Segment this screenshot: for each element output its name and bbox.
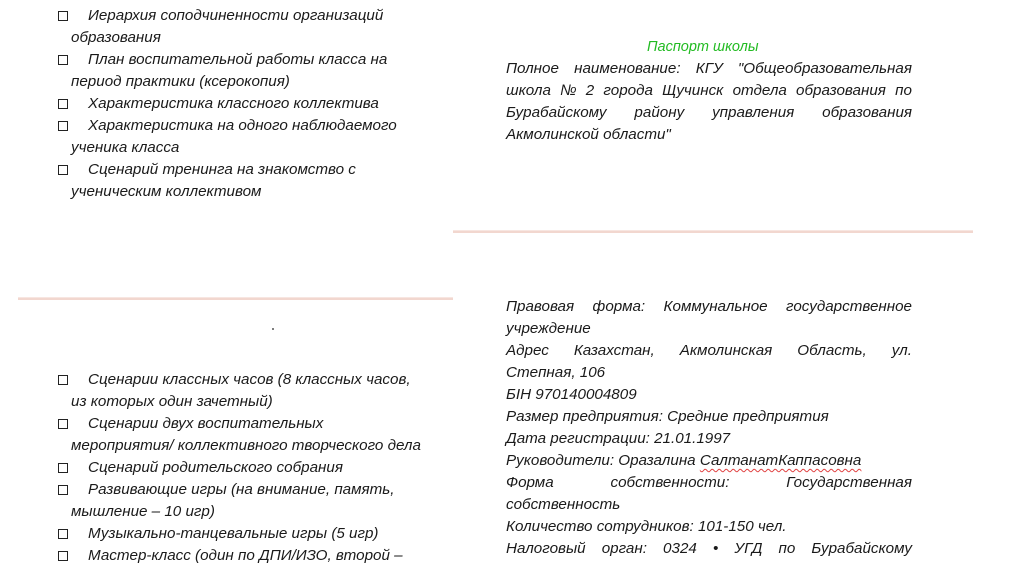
- checkbox-icon: [58, 121, 68, 131]
- text-word: по: [778, 540, 796, 557]
- text-line: [506, 296, 912, 318]
- checkbox-icon: [58, 463, 68, 473]
- text-word: собственность: [506, 496, 621, 513]
- checklist-item-text: Сценарии классных часов (8 классных часов,: [88, 371, 411, 388]
- text-word: управления: [712, 104, 795, 121]
- text-line: [506, 538, 912, 560]
- checkbox-icon: [58, 165, 68, 175]
- text-word: образования: [796, 82, 886, 99]
- checklist-item-text: Сценарий тренинга на знакомство с: [88, 161, 356, 178]
- text-line: [506, 318, 591, 340]
- text-word: ул.: [891, 342, 912, 359]
- text-word: наименование:: [574, 60, 681, 77]
- checklist-item-text: образования: [71, 29, 161, 46]
- checklist-item-text: ученическим коллективом: [71, 183, 262, 200]
- text-word: №: [560, 82, 577, 99]
- text-word: государственное: [786, 298, 912, 315]
- passport-title: Паспорт школы: [647, 39, 759, 55]
- text-word: Количество сотрудников: 101-150 чел.: [506, 518, 787, 535]
- text-word: Государственная: [786, 474, 912, 491]
- text-line: [506, 80, 912, 102]
- text-word: города: [603, 82, 653, 99]
- text-word: "Общеобразовательная: [737, 60, 912, 77]
- text-line: [506, 516, 787, 538]
- checkbox-icon: [58, 485, 68, 495]
- text-word: Коммунальное: [663, 298, 768, 315]
- text-word: Форма: [506, 474, 554, 491]
- text-word: СалтанатКаппасовна: [699, 452, 862, 469]
- checklist-item: [18, 5, 453, 49]
- text-line: [506, 384, 637, 406]
- left-page-separator: [18, 297, 453, 300]
- text-word: Полное: [506, 60, 559, 77]
- page-dot-mark: [272, 328, 274, 330]
- checklist-item-text: Характеристика на одного наблюдаемого: [88, 117, 397, 134]
- text-word: району: [634, 104, 685, 121]
- text-word: Бурабайскому: [811, 540, 912, 557]
- text-word: школа: [506, 82, 551, 99]
- checklist-item-text: Развивающие игры (на внимание, память,: [88, 481, 395, 498]
- text-word: 0324: [663, 540, 697, 557]
- text-word: 2: [585, 82, 595, 99]
- text-line: [506, 406, 829, 428]
- checklist-item-text: из которых один зачетный): [71, 393, 273, 410]
- checklist-item-text: Сценарий родительского собрания: [88, 459, 343, 476]
- text-word: Правовая: [506, 298, 575, 315]
- checklist-item: [18, 93, 453, 115]
- text-line: [506, 472, 912, 494]
- text-line: [506, 124, 671, 146]
- text-word: •: [712, 540, 719, 557]
- text-word: Акмолинской области": [506, 126, 671, 143]
- right-page-separator: [453, 230, 973, 233]
- checklist-item: [18, 369, 453, 413]
- text-word: Руководители: Оразалина: [506, 452, 700, 469]
- text-word: Адрес: [506, 342, 549, 359]
- text-line: [506, 58, 912, 80]
- text-word: Щучинск: [662, 82, 724, 99]
- text-word: Казахстан,: [573, 342, 655, 359]
- text-word: учреждение: [506, 320, 591, 337]
- text-word: форма:: [592, 298, 646, 315]
- left-bottom-page: [18, 302, 453, 576]
- checkbox-icon: [58, 419, 68, 429]
- checkbox-icon: [58, 99, 68, 109]
- checklist-item: [18, 159, 453, 203]
- checkbox-icon: [58, 11, 68, 21]
- checkbox-icon: [58, 551, 68, 561]
- text-word: отдела: [732, 82, 787, 99]
- text-line: [506, 340, 912, 362]
- text-word: орган:: [601, 540, 647, 557]
- checklist-item-text: Характеристика классного коллектива: [88, 95, 379, 112]
- text-word: УГД: [734, 540, 763, 557]
- text-line: [506, 362, 605, 384]
- checklist-item: [18, 49, 453, 93]
- checklist-item-text: Иерархия соподчиненности организаций: [88, 7, 384, 24]
- checklist-item-text: План воспитательной работы класса на: [88, 51, 388, 68]
- text-line: [506, 428, 730, 450]
- checklist-item-text: Музыкально-танцевальные игры (5 игр): [88, 525, 379, 542]
- left-top-page: [18, 0, 453, 296]
- checklist-item: [18, 523, 453, 545]
- text-word: Область,: [797, 342, 867, 359]
- text-word: Размер предприятия: Средние предприятия: [506, 408, 829, 425]
- text-word: КГУ: [695, 60, 723, 77]
- text-word: Налоговый: [506, 540, 586, 557]
- text-word: Степная, 106: [506, 364, 606, 381]
- checklist-item: [18, 479, 453, 523]
- text-word: Акмолинская: [679, 342, 773, 359]
- text-line: [506, 102, 912, 124]
- text-line: [506, 494, 620, 516]
- checklist-item-text: мышление – 10 игр): [71, 503, 215, 520]
- checklist-item-text: Мастер-класс (один по ДПИ/ИЗО, второй –: [88, 547, 403, 564]
- checklist-item: [18, 115, 453, 159]
- text-line: [506, 450, 861, 472]
- text-word: собственности:: [610, 474, 730, 491]
- checkbox-icon: [58, 55, 68, 65]
- text-word: Бурабайскому: [506, 104, 607, 121]
- checklist-item-text: период практики (ксерокопия): [71, 73, 290, 90]
- checklist-item-text: Сценарии двух воспитательных: [88, 415, 324, 432]
- text-word: по: [895, 82, 912, 99]
- checkbox-icon: [58, 375, 68, 385]
- text-word: образования: [822, 104, 912, 121]
- checklist-item-text: ученика класса: [71, 139, 180, 156]
- checklist-item: [18, 413, 453, 457]
- checklist-item-text: мероприятия/ коллективного творческого дела: [71, 437, 421, 454]
- text-word: БIН 970140004809: [506, 386, 637, 403]
- right-top-page: [455, 0, 973, 229]
- right-bottom-page: [455, 235, 973, 576]
- text-word: Дата регистрации: 21.01.1997: [506, 430, 731, 447]
- checkbox-icon: [58, 529, 68, 539]
- checklist-item: [18, 545, 453, 567]
- checklist-item: [18, 457, 453, 479]
